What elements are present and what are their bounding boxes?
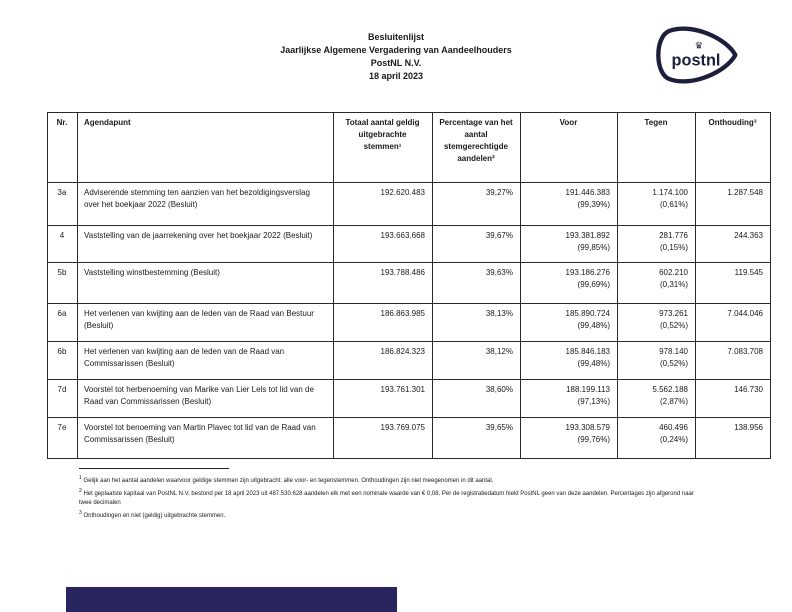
table-row [48,183,771,226]
col-header-agendapunt: Agendapunt [78,113,334,183]
cell-for [521,380,618,418]
cell-agendapunt: Adviserende stemming ten aanzien van het bezoldigingsverslag over het boekjaar 2022 (Besluit) [78,183,334,226]
cell-against [618,380,696,418]
for-count: 193.381.892 [565,231,610,240]
cell-percentage: 39,63% [433,263,521,304]
footnote-marker: 2 [79,487,82,494]
cell-percentage: 39,27% [433,183,521,226]
cell-nr: 7d [48,380,78,418]
title-line-2: Jaarlijkse Algemene Vergadering van Aandeelhouders [280,45,512,55]
cell-percentage: 38,12% [433,342,521,380]
cell-nr: 4 [48,226,78,263]
postnl-logo-shape [648,24,744,86]
against-percent: (0,52%) [659,359,688,368]
for-percent: (99,76%) [577,435,610,444]
cell-for [521,183,618,226]
cell-agendapunt: Vaststelling van de jaarrekening over het boekjaar 2022 (Besluit) [78,226,334,263]
cell-abstention: 7.044.046 [696,304,771,342]
for-count: 193.186.276 [565,268,610,277]
cell-against [618,418,696,459]
for-percent: (99,85%) [577,243,610,252]
cell-against [618,263,696,304]
footnote-3 [79,509,704,522]
cell-agendapunt: Het verlenen van kwijting aan de leden van de Raad van Bestuur (Besluit) [78,304,334,342]
against-percent: (0,52%) [659,321,688,330]
col-header-against: Tegen [618,113,696,183]
logo-wordmark: postnl [671,51,721,70]
cell-total-votes: 186.863.985 [334,304,433,342]
cell-total-votes: 193.769.075 [334,418,433,459]
footnote-divider [79,468,229,469]
col-header-for: Voor [521,113,618,183]
cell-abstention: 138.956 [696,418,771,459]
title-line-4: 18 april 2023 [368,71,424,81]
cell-total-votes: 193.663.668 [334,226,433,263]
col-header-abstention: Onthouding³ [696,113,771,183]
footnote-2 [79,487,704,509]
cell-abstention: 1.287.548 [696,183,771,226]
footnote-marker: 3 [79,509,82,516]
footnote-text: Onthoudingen en niet (geldig) uitgebrachte stemmen. [83,512,226,519]
for-percent: (99,69%) [577,280,610,289]
cell-against [618,304,696,342]
table-row [48,418,771,459]
footnotes-section [79,468,704,521]
cell-nr: 6b [48,342,78,380]
footnote-text: Het geplaatste kapitaal van PostNL N.V. bestond per 18 april 2023 uit 487.530.628 aandelen elk met een nominale waarde van € 0,08. Per de registratiedatum hield PostNL geen van deze aandelen. Percentages zijn afgerond naar twee decimalen [79,490,694,506]
for-count: 193.308.579 [565,423,610,432]
cell-percentage: 39,67% [433,226,521,263]
cell-for [521,304,618,342]
cell-for [521,418,618,459]
cell-abstention: 7.083.708 [696,342,771,380]
table-row [48,226,771,263]
table-header-row [48,113,771,183]
cell-nr: 6a [48,304,78,342]
table-row [48,342,771,380]
against-percent: (0,31%) [659,280,688,289]
cell-agendapunt: Vaststelling winstbestemming (Besluit) [78,263,334,304]
footnote-marker: 1 [79,475,82,481]
cell-against [618,342,696,380]
cell-agendapunt: Het verlenen van kwijting aan de leden van de Raad van Commissarissen (Besluit) [78,342,334,380]
cell-abstention: 146.730 [696,380,771,418]
for-count: 185.846.183 [565,347,610,356]
title-line-3: PostNL N.V. [370,58,422,68]
for-count: 185.890.724 [565,309,610,318]
cell-for [521,342,618,380]
cell-for [521,226,618,263]
title-line-1: Besluitenlijst [367,32,424,42]
cell-abstention: 119.545 [696,263,771,304]
for-percent: (97,13%) [577,397,610,406]
col-header-total-votes: Totaal aantal geldig uitgebrachte stemmen¹ [334,113,433,183]
for-percent: (99,39%) [577,200,610,209]
against-count: 973.261 [659,309,688,318]
cell-percentage: 38,60% [433,380,521,418]
col-header-percentage: Percentage van het aantal stemgerechtigde aandelen² [433,113,521,183]
cell-percentage: 39,65% [433,418,521,459]
footer-bar [66,587,397,612]
against-count: 460.496 [659,423,688,432]
cell-abstention: 244.363 [696,226,771,263]
cell-against [618,226,696,263]
cell-agendapunt: Voorstel tot benoeming van Martin Plavec tot lid van de Raad van Commissarissen (Besluit) [78,418,334,459]
for-count: 191.446.383 [565,188,610,197]
footnote-text: Gelijk aan het aantal aandelen waarvoor geldige stemmen zijn uitgebracht: alle voor- en tegenstemmen. Onthoudingen zijn niet meegenomen in dit aantal. [83,478,494,484]
against-count: 602.210 [659,268,688,277]
cell-for [521,263,618,304]
postnl-logo [648,24,744,86]
against-percent: (2,87%) [659,397,688,406]
cell-nr: 5b [48,263,78,304]
col-header-nr: Nr. [48,113,78,183]
against-count: 978.140 [659,347,688,356]
voting-results-table [47,112,771,459]
against-percent: (0,24%) [659,435,688,444]
cell-nr: 7e [48,418,78,459]
cell-total-votes: 193.761.301 [334,380,433,418]
crown-icon: ♛ [694,40,704,52]
cell-total-votes: 186.824.323 [334,342,433,380]
for-percent: (99,48%) [577,359,610,368]
against-count: 1.174.100 [652,188,688,197]
against-count: 5.562.188 [652,385,688,394]
cell-percentage: 38,13% [433,304,521,342]
cell-total-votes: 192.620.483 [334,183,433,226]
cell-total-votes: 193.788.486 [334,263,433,304]
cell-nr: 3a [48,183,78,226]
cell-against [618,183,696,226]
against-count: 281.776 [659,231,688,240]
for-count: 188.199.113 [566,385,610,394]
for-percent: (99,48%) [577,321,610,330]
cell-agendapunt: Voorstel tot herbenoeming van Marike van Lier Lels tot lid van de Raad van Commissarissen (Besluit) [78,380,334,418]
against-percent: (0,61%) [659,200,688,209]
table-row [48,263,771,304]
table-row [48,380,771,418]
against-percent: (0,15%) [659,243,688,252]
table-row [48,304,771,342]
footnote-1 [79,474,704,487]
